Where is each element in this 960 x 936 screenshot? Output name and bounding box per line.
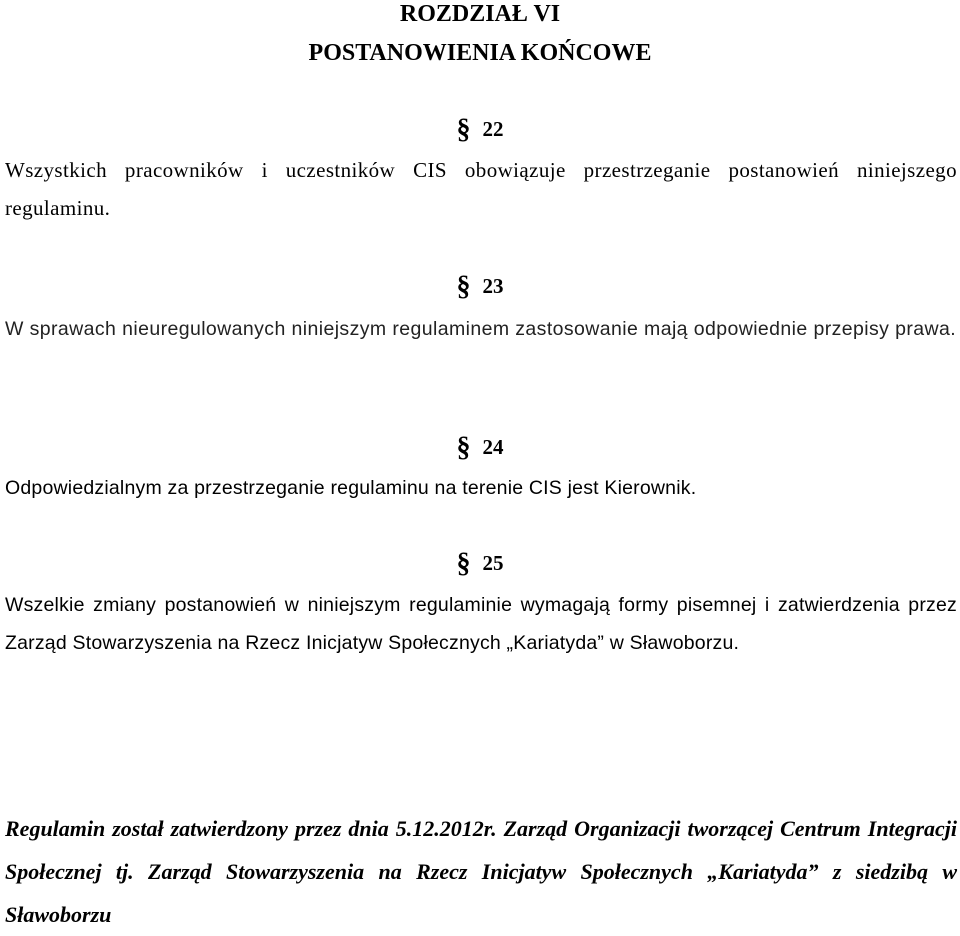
section-heading-22 xyxy=(0,116,960,143)
section-text-23: W sprawach nieuregulowanych niniejszym regulaminem zastosowanie mają odpowiednie przepisy prawa. xyxy=(5,318,957,340)
section-number: 24 xyxy=(482,435,504,459)
chapter-number: ROZDZIAŁ VI xyxy=(399,1,561,27)
section-number: 25 xyxy=(482,551,504,575)
closing-statement: Regulamin został zatwierdzony przez dnia 5.12.2012r. Zarząd Organizacji tworzącej Centrum Integracji Społecznej tj. Zarząd Stowarzyszenia na Rzecz Inicjatyw Społecznych „Kariatyda” z siedzibą w Sławoborzu xyxy=(5,816,957,927)
section-sign-icon: § xyxy=(456,114,471,145)
section-sign-icon: § xyxy=(456,271,471,302)
section-text-25: Wszelkie zmiany postanowień w niniejszym regulaminie wymagają formy pisemnej i zatwierdzenia przez Zarząd Stowarzyszenia na Rzecz Inicjatyw Społecznych „Kariatyda” w Sławoborzu. xyxy=(5,594,957,654)
section-heading-25 xyxy=(0,550,960,577)
section-text-22: Wszystkich pracowników i uczestników CIS obowiązuje przestrzeganie postanowień niniejszego regulaminu. xyxy=(5,158,957,220)
section-sign-icon: § xyxy=(456,548,471,579)
section-heading-23 xyxy=(0,273,960,300)
section-heading-24 xyxy=(0,434,960,461)
section-number: 22 xyxy=(482,117,504,141)
chapter-title: POSTANOWIENIA KOŃCOWE xyxy=(308,40,652,66)
section-text-24: Odpowiedzialnym za przestrzeganie regulaminu na terenie CIS jest Kierownik. xyxy=(5,477,697,499)
section-number: 23 xyxy=(482,274,504,298)
section-sign-icon: § xyxy=(456,432,471,463)
